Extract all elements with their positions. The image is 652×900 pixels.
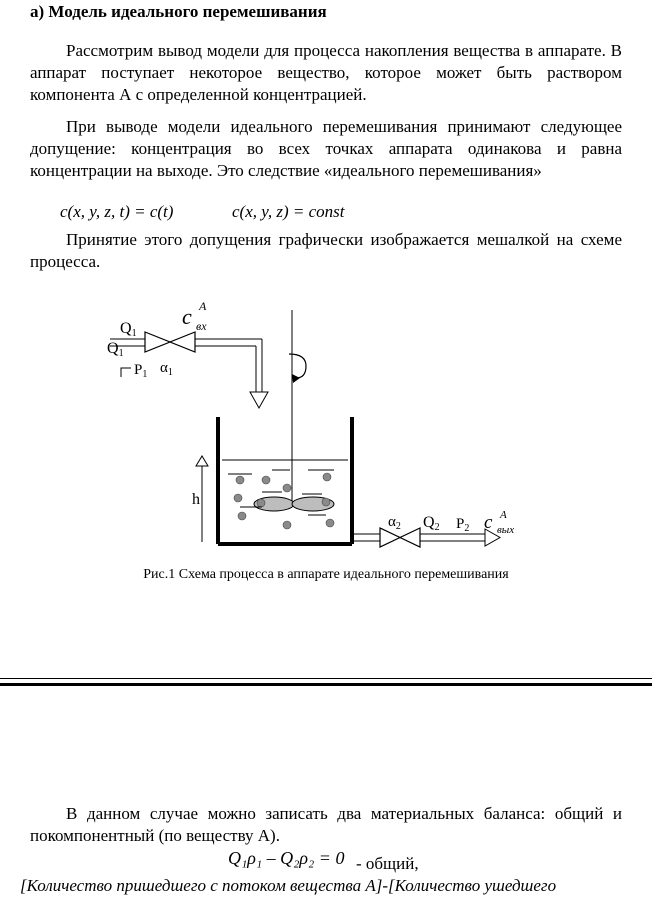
label-q1-top: Q1: [120, 320, 137, 339]
label-c-in: с: [182, 304, 192, 329]
paragraph-3: Принятие этого допущения графически изображается мешалкой на схеме процесса.: [30, 230, 622, 271]
label-p1: $P_1$: [134, 362, 148, 380]
formula-concentration-time: c(x, y, z, t) = c(t): [60, 202, 174, 221]
figure-caption: Рис.1 Схема процесса в аппарате идеального перемешивания: [143, 567, 509, 582]
label-c-out-sup: A: [500, 509, 507, 521]
inlet-arrow-icon: [250, 392, 268, 408]
label-c-out: с: [484, 512, 493, 533]
page-divider-thick: [0, 683, 652, 686]
section-heading: а) Модель идеального перемешивания: [30, 2, 327, 21]
paragraph-4: В данном случае можно записать два материальных баланса: общий и покомпонентный (по веществу А).: [30, 804, 622, 845]
label-q2: Q2: [423, 514, 440, 533]
formula-concentration-const: c(x, y, z) = const: [232, 202, 345, 221]
process-diagram: [0, 280, 652, 565]
label-c-out-sub: вых: [497, 524, 515, 536]
inlet-valve-icon: [145, 332, 195, 352]
balance-formula: Q₁ρ₁ – Q₂ρ₂ = 0: [228, 848, 345, 868]
stirrer-blades: [254, 497, 334, 511]
label-c-in-sub: вх: [196, 319, 207, 333]
page-divider-thin: [0, 678, 652, 679]
paragraph-1: Рассмотрим вывод модели для процесса накопления вещества в аппарате. В аппарат поступает некоторое вещество, которое может быть раствором компонента А с определенной концентрацией.: [30, 41, 622, 104]
label-alpha2: $\alpha_2$: [388, 514, 401, 532]
label-alpha1: $\alpha_1$: [160, 360, 173, 378]
balance-label: - общий,: [356, 854, 419, 873]
label-p2: $P_2$: [456, 516, 470, 534]
paragraph-2: При выводе модели идеального перемешивания принимают следующее допущение: концентрация во всех точках аппарата одинакова и равна концентрации на выходе. Это следствие «идеального перемешивания»: [30, 117, 622, 180]
balance-description-line: [Количество пришедшего с потоком вещества A]-[Количество ушедшего: [20, 876, 557, 895]
label-c-in-sup: A: [199, 299, 207, 313]
label-q1-left: Q1: [107, 340, 124, 359]
label-h: h: [192, 491, 200, 508]
